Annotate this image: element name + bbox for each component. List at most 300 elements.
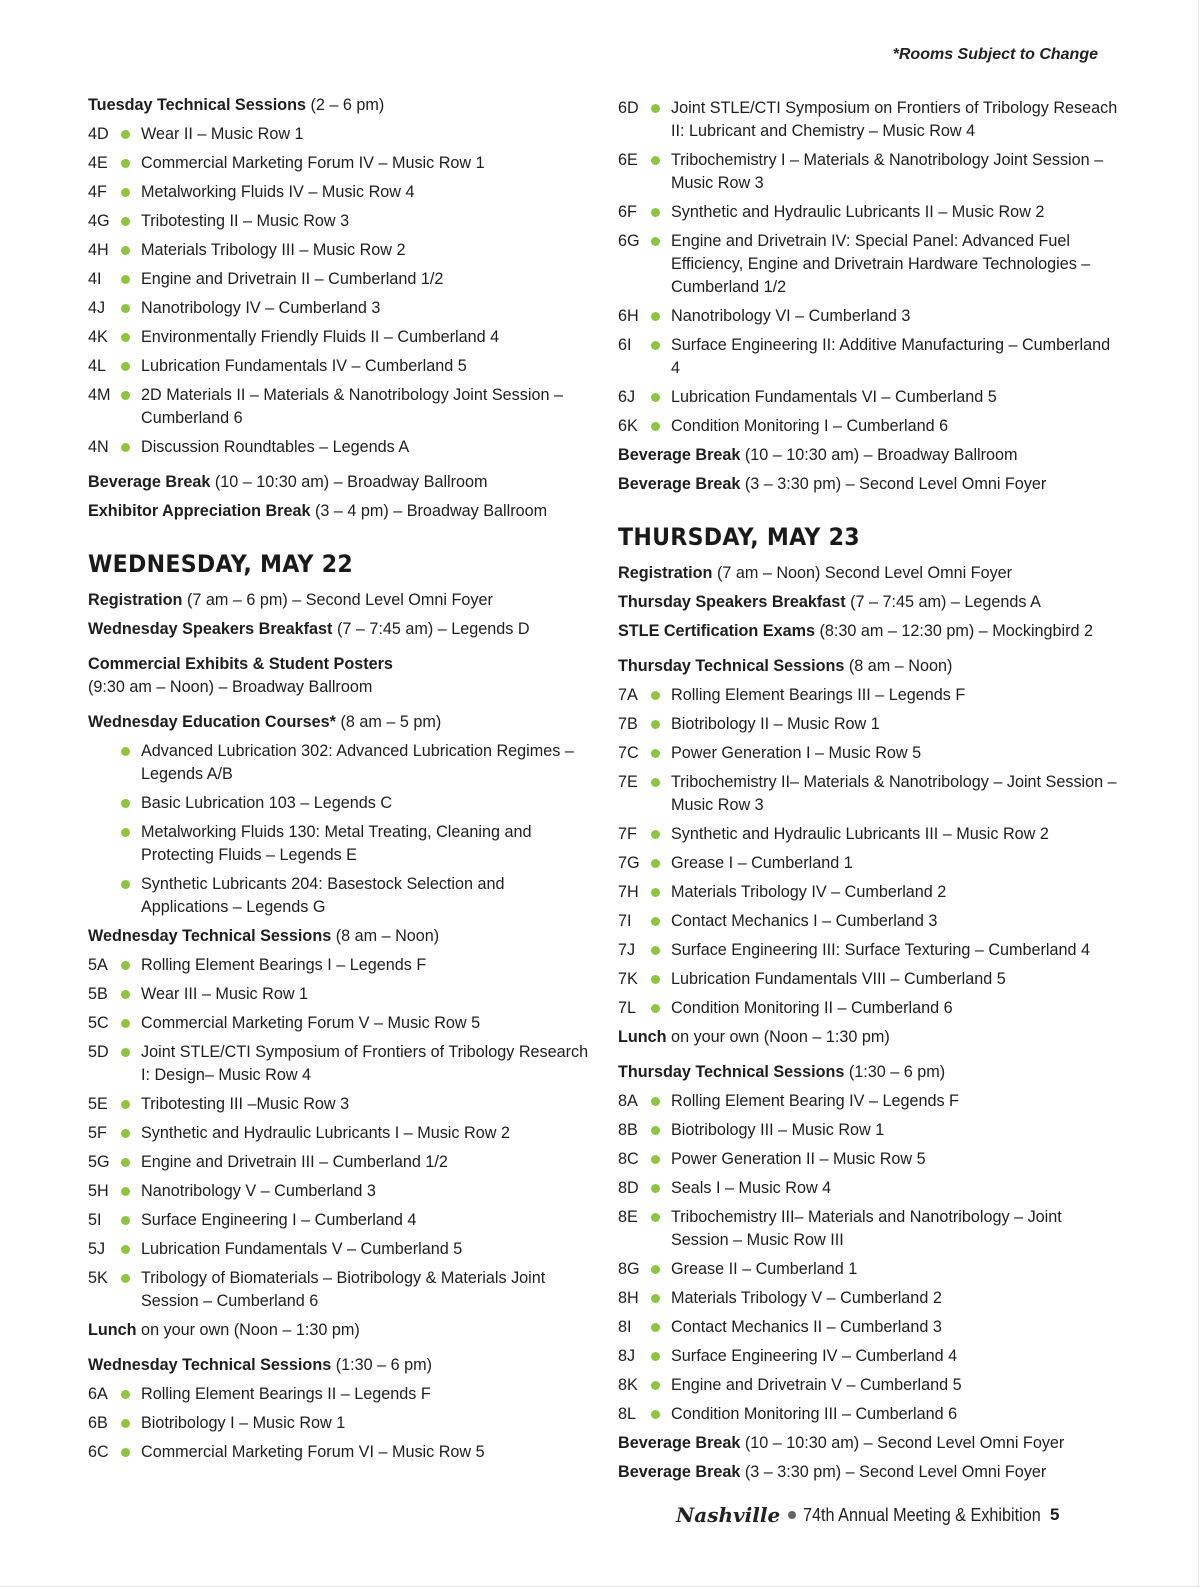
session-code: 6B	[88, 1414, 108, 1432]
bullet-icon	[121, 1019, 130, 1028]
thursday-exams	[618, 620, 1118, 643]
bullet-icon	[651, 975, 660, 984]
session-title: Biotribology II – Music Row 1	[671, 715, 880, 733]
bullet-icon	[651, 1097, 660, 1106]
wednesday-session-list-2a	[88, 1383, 593, 1464]
session-row	[618, 201, 1118, 224]
bullet-icon	[121, 391, 130, 400]
breakfast-detail: (7 – 7:45 am) – Legends A	[845, 593, 1041, 611]
bullet-icon	[651, 104, 660, 113]
session-row	[88, 1267, 593, 1313]
footer-dot-icon	[788, 1511, 796, 1519]
tuesday-break-1	[88, 471, 593, 494]
break-label: Beverage Break	[618, 1434, 741, 1452]
registration-detail: (7 am – 6 pm) – Second Level Omni Foyer	[182, 591, 493, 609]
bullet-icon	[121, 217, 130, 226]
session-title: Condition Monitoring II – Cumberland 6	[671, 999, 953, 1017]
session-code: 5F	[88, 1124, 107, 1142]
breakfast-label: Wednesday Speakers Breakfast	[88, 620, 333, 638]
session-row	[618, 97, 1118, 143]
session-row	[618, 334, 1118, 380]
education-label: Wednesday Education Courses*	[88, 713, 336, 731]
session-code: 6H	[618, 307, 639, 325]
session-code: 8C	[618, 1150, 639, 1168]
bullet-icon	[651, 156, 660, 165]
session-row	[88, 123, 593, 146]
bullet-icon	[121, 443, 130, 452]
course-title: Advanced Lubrication 302: Advanced Lubrication Regimes – Legends A/B	[141, 742, 574, 783]
bullet-icon	[651, 1265, 660, 1274]
session-title: Nanotribology IV – Cumberland 3	[141, 299, 381, 317]
session-code: 7B	[618, 715, 638, 733]
session-row	[88, 1441, 593, 1464]
tuesday-session-list	[88, 123, 593, 459]
session-title: 2D Materials II – Materials & Nanotribology Joint Session – Cumberland 6	[141, 386, 563, 427]
session-code: 7I	[618, 912, 632, 930]
bullet-icon	[121, 1187, 130, 1196]
heading-label: Wednesday Technical Sessions	[88, 1356, 332, 1374]
session-title: Tribology of Biomaterials – Biotribology & Materials Joint Session – Cumberland 6	[141, 1269, 546, 1310]
heading-label: Tuesday Technical Sessions	[88, 96, 307, 114]
session-row	[618, 852, 1118, 875]
heading-time: (1:30 – 6 pm)	[331, 1356, 432, 1374]
session-row	[88, 1209, 593, 1232]
exams-label: STLE Certification Exams	[618, 622, 816, 640]
bullet-icon	[651, 1323, 660, 1332]
session-title: Rolling Element Bearings I – Legends F	[141, 956, 427, 974]
bullet-icon	[651, 422, 660, 431]
session-code: 7E	[618, 773, 638, 791]
session-code: 8I	[618, 1318, 632, 1336]
session-code: 7G	[618, 854, 640, 872]
thursday-session-list-1	[618, 684, 1118, 1020]
heading-label: Wednesday Technical Sessions	[88, 927, 332, 945]
bullet-icon	[121, 1274, 130, 1283]
session-title: Rolling Element Bearings III – Legends F	[671, 686, 966, 704]
session-code: 5K	[88, 1269, 108, 1287]
session-row	[88, 1041, 593, 1087]
break-detail: (3 – 3:30 pm) – Second Level Omni Foyer	[740, 475, 1047, 493]
session-row	[618, 771, 1118, 817]
thursday-break-1	[618, 1432, 1118, 1455]
registration-detail: (7 am – Noon) Second Level Omni Foyer	[712, 564, 1013, 582]
session-row	[618, 1403, 1118, 1426]
session-row	[88, 1093, 593, 1116]
session-code: 5C	[88, 1014, 109, 1032]
session-code: 5H	[88, 1182, 109, 1200]
session-row	[88, 355, 593, 378]
bullet-icon	[121, 1419, 130, 1428]
session-code: 8B	[618, 1121, 638, 1139]
bullet-icon	[121, 333, 130, 342]
bullet-icon	[121, 304, 130, 313]
session-title: Grease I – Cumberland 1	[671, 854, 853, 872]
break-label: Exhibitor Appreciation Break	[88, 502, 311, 520]
session-title: Lubrication Fundamentals IV – Cumberland 5	[141, 357, 467, 375]
bullet-icon	[651, 208, 660, 217]
bullet-icon	[651, 1381, 660, 1390]
session-code: 5I	[88, 1211, 102, 1229]
session-title: Tribochemistry I – Materials & Nanotribology Joint Session – Music Row 3	[671, 151, 1104, 192]
break-label: Beverage Break	[618, 475, 741, 493]
session-title: Power Generation I – Music Row 5	[671, 744, 922, 762]
bullet-icon	[121, 1390, 130, 1399]
session-title: Materials Tribology IV – Cumberland 2	[671, 883, 947, 901]
session-code: 6I	[618, 336, 632, 354]
heading-label: Thursday Technical Sessions	[618, 657, 845, 675]
session-code: 4I	[88, 270, 102, 288]
bullet-icon	[651, 917, 660, 926]
session-code: 7K	[618, 970, 638, 988]
session-row	[618, 1287, 1118, 1310]
session-code: 7H	[618, 883, 639, 901]
session-code: 4N	[88, 438, 109, 456]
session-code: 7F	[618, 825, 637, 843]
session-row	[618, 684, 1118, 707]
bullet-icon	[121, 1048, 130, 1057]
bullet-icon	[651, 341, 660, 350]
session-title: Grease II – Cumberland 1	[671, 1260, 858, 1278]
thursday-tech1-heading	[618, 655, 1118, 678]
bullet-icon	[121, 828, 130, 837]
thursday-registration	[618, 562, 1118, 585]
session-row	[88, 954, 593, 977]
wednesday-session-list-1	[88, 954, 593, 1313]
session-code: 6C	[88, 1443, 109, 1461]
session-title: Engine and Drivetrain III – Cumberland 1/2	[141, 1153, 448, 1171]
footer-event-title: 74th Annual Meeting & Exhibition	[803, 1504, 1041, 1525]
tuesday-tech-heading	[88, 94, 593, 117]
bullet-icon	[121, 1129, 130, 1138]
wednesday-exhibits-detail: (9:30 am – Noon) – Broadway Ballroom	[88, 678, 373, 696]
session-title: Materials Tribology V – Cumberland 2	[671, 1289, 942, 1307]
session-row	[618, 939, 1118, 962]
session-row	[618, 415, 1118, 438]
break-label: Beverage Break	[618, 1463, 741, 1481]
session-code: 4M	[88, 386, 111, 404]
session-row	[618, 997, 1118, 1020]
bullet-icon	[121, 130, 130, 139]
bullet-icon	[121, 961, 130, 970]
bullet-icon	[121, 799, 130, 808]
session-row	[88, 1238, 593, 1261]
footer-city-logo: Nashville	[676, 1503, 781, 1527]
session-title: Engine and Drivetrain IV: Special Panel: Advanced Fuel Efficiency, Engine and Drivetrain Hardware Technologies – Cumberland 1/2	[671, 232, 1091, 296]
session-code: 5J	[88, 1240, 106, 1258]
session-title: Synthetic and Hydraulic Lubricants II – Music Row 2	[671, 203, 1045, 221]
bullet-icon	[651, 720, 660, 729]
session-title: Biotribology III – Music Row 1	[671, 1121, 885, 1139]
bullet-icon	[651, 778, 660, 787]
session-code: 5E	[88, 1095, 108, 1113]
heading-time: (8 am – Noon)	[331, 927, 440, 945]
bullet-icon	[651, 1352, 660, 1361]
session-row	[618, 742, 1118, 765]
session-row	[618, 1258, 1118, 1281]
breakfast-label: Thursday Speakers Breakfast	[618, 593, 846, 611]
session-title: Contact Mechanics I – Cumberland 3	[671, 912, 938, 930]
session-row	[88, 1151, 593, 1174]
session-code: 4J	[88, 299, 106, 317]
wednesday-session-list-2b	[618, 97, 1118, 438]
bullet-icon	[121, 246, 130, 255]
session-code: 8E	[618, 1208, 638, 1226]
session-title: Tribotesting III –Music Row 3	[141, 1095, 350, 1113]
bullet-icon	[651, 1126, 660, 1135]
session-title: Rolling Element Bearing IV – Legends F	[671, 1092, 959, 1110]
wednesday-title: WEDNESDAY, MAY 22	[88, 550, 353, 578]
break-detail: (3 – 3:30 pm) – Second Level Omni Foyer	[740, 1463, 1047, 1481]
bullet-icon	[121, 880, 130, 889]
wednesday-exhibits-label: Commercial Exhibits & Student Posters	[88, 655, 393, 673]
session-code: 6G	[618, 232, 640, 250]
session-code: 4D	[88, 125, 109, 143]
session-code: 6J	[618, 388, 636, 406]
session-row	[618, 1374, 1118, 1397]
lunch-detail: on your own (Noon – 1:30 pm)	[136, 1321, 360, 1339]
session-title: Surface Engineering III: Surface Texturing – Cumberland 4	[671, 941, 1091, 959]
session-title: Tribochemistry III– Materials and Nanotribology – Joint Session – Music Row III	[671, 1208, 1062, 1249]
wednesday-course-list	[88, 740, 593, 919]
session-code: 5B	[88, 985, 108, 1003]
session-row	[88, 1412, 593, 1435]
session-title: Engine and Drivetrain II – Cumberland 1/2	[141, 270, 444, 288]
session-row	[618, 305, 1118, 328]
session-row	[88, 297, 593, 320]
breakfast-detail: (7 – 7:45 am) – Legends D	[332, 620, 530, 638]
session-code: 8A	[618, 1092, 638, 1110]
session-row	[88, 983, 593, 1006]
session-code: 4H	[88, 241, 109, 259]
session-title: Commercial Marketing Forum IV – Music Row 1	[141, 154, 485, 172]
session-code: 5G	[88, 1153, 110, 1171]
session-code: 6F	[618, 203, 637, 221]
bullet-icon	[121, 362, 130, 371]
thursday-session-list-2	[618, 1090, 1118, 1426]
session-title: Surface Engineering I – Cumberland 4	[141, 1211, 417, 1229]
session-row	[618, 910, 1118, 933]
session-row	[618, 1148, 1118, 1171]
session-code: 8H	[618, 1289, 639, 1307]
session-title: Commercial Marketing Forum VI – Music Row 5	[141, 1443, 485, 1461]
session-row	[88, 1012, 593, 1035]
session-row	[618, 386, 1118, 409]
bullet-icon	[121, 1158, 130, 1167]
session-code: 8J	[618, 1347, 636, 1365]
wednesday-break-1	[618, 444, 1118, 467]
bullet-icon	[121, 159, 130, 168]
session-code: 6E	[618, 151, 638, 169]
break-detail: (10 – 10:30 am) – Broadway Ballroom	[740, 446, 1018, 464]
session-row	[88, 1180, 593, 1203]
session-title: Biotribology I – Music Row 1	[141, 1414, 346, 1432]
left-column	[88, 94, 593, 1470]
session-title: Surface Engineering IV – Cumberland 4	[671, 1347, 958, 1365]
session-title: Nanotribology VI – Cumberland 3	[671, 307, 911, 325]
session-code: 4G	[88, 212, 110, 230]
bullet-icon	[651, 946, 660, 955]
session-title: Lubrication Fundamentals V – Cumberland 5	[141, 1240, 463, 1258]
right-column	[618, 97, 1118, 1490]
thursday-title: THURSDAY, MAY 23	[618, 523, 860, 551]
session-row	[88, 1122, 593, 1145]
session-row	[88, 436, 593, 459]
session-code: 8L	[618, 1405, 637, 1423]
course-item	[88, 873, 593, 919]
session-row	[618, 713, 1118, 736]
heading-time: (2 – 6 pm)	[306, 96, 385, 114]
registration-label: Registration	[88, 591, 183, 609]
session-title: Discussion Roundtables – Legends A	[141, 438, 410, 456]
session-title: Lubrication Fundamentals VIII – Cumberland 5	[671, 970, 1006, 988]
education-time: (8 am – 5 pm)	[335, 713, 442, 731]
session-row	[618, 1316, 1118, 1339]
session-title: Joint STLE/CTI Symposium on Frontiers of Tribology Reseach II: Lubricant and Chemistry – Music Row 4	[671, 99, 1118, 140]
session-title: Environmentally Friendly Fluids II – Cumberland 4	[141, 328, 500, 346]
bullet-icon	[121, 275, 130, 284]
session-title: Condition Monitoring I – Cumberland 6	[671, 417, 949, 435]
session-title: Tribochemistry II– Materials & Nanotribology – Joint Session – Music Row 3	[671, 773, 1117, 814]
session-title: Wear II – Music Row 1	[141, 125, 304, 143]
session-row	[88, 326, 593, 349]
session-title: Tribotesting II – Music Row 3	[141, 212, 350, 230]
session-title: Contact Mechanics II – Cumberland 3	[671, 1318, 942, 1336]
session-code: 5D	[88, 1043, 109, 1061]
bullet-icon	[651, 393, 660, 402]
wednesday-breakfast	[88, 618, 593, 641]
heading-time: (8 am – Noon)	[844, 657, 953, 675]
page-number: 5	[1050, 1505, 1060, 1524]
session-title: Synthetic and Hydraulic Lubricants III – Music Row 2	[671, 825, 1049, 843]
session-title: Seals I – Music Row 4	[671, 1179, 832, 1197]
session-title: Wear III – Music Row 1	[141, 985, 309, 1003]
session-row	[88, 268, 593, 291]
session-code: 7A	[618, 686, 638, 704]
session-code: 4F	[88, 183, 107, 201]
session-code: 6A	[88, 1385, 108, 1403]
session-code: 8K	[618, 1376, 638, 1394]
session-title: Joint STLE/CTI Symposium of Frontiers of Tribology Research I: Design– Music Row 4	[141, 1043, 589, 1084]
session-title: Surface Engineering II: Additive Manufacturing – Cumberland 4	[671, 336, 1111, 377]
session-title: Power Generation II – Music Row 5	[671, 1150, 926, 1168]
session-title: Rolling Element Bearings II – Legends F	[141, 1385, 431, 1403]
course-title: Basic Lubrication 103 – Legends C	[141, 794, 393, 812]
thursday-tech2-heading	[618, 1061, 1118, 1084]
bullet-icon	[651, 1155, 660, 1164]
bullet-icon	[651, 859, 660, 868]
session-row	[618, 1119, 1118, 1142]
exams-detail: (8:30 am – 12:30 pm) – Mockingbird 2	[815, 622, 1094, 640]
tuesday-break-2	[88, 500, 593, 523]
session-row	[88, 181, 593, 204]
bullet-icon	[121, 990, 130, 999]
course-item	[88, 792, 593, 815]
session-row	[618, 968, 1118, 991]
break-label: Beverage Break	[618, 446, 741, 464]
bullet-icon	[651, 1213, 660, 1222]
session-code: 8D	[618, 1179, 639, 1197]
session-row	[618, 881, 1118, 904]
session-code: 8G	[618, 1260, 640, 1278]
session-title: Nanotribology V – Cumberland 3	[141, 1182, 376, 1200]
lunch-label: Lunch	[88, 1321, 137, 1339]
session-row	[88, 1383, 593, 1406]
bullet-icon	[651, 749, 660, 758]
bullet-icon	[651, 237, 660, 246]
wednesday-lunch	[88, 1319, 593, 1342]
rooms-notice: *Rooms Subject to Change	[892, 46, 1098, 63]
session-title: Commercial Marketing Forum V – Music Row 5	[141, 1014, 481, 1032]
session-row	[88, 384, 593, 430]
course-title: Metalworking Fluids 130: Metal Treating, Cleaning and Protecting Fluids – Legends E	[141, 823, 532, 864]
registration-label: Registration	[618, 564, 713, 582]
thursday-lunch	[618, 1026, 1118, 1049]
session-row	[618, 823, 1118, 846]
bullet-icon	[651, 888, 660, 897]
bullet-icon	[651, 830, 660, 839]
session-title: Condition Monitoring III – Cumberland 6	[671, 1405, 958, 1423]
wednesday-tech2-heading	[88, 1354, 593, 1377]
footer	[676, 1503, 1067, 1527]
break-detail: (3 – 4 pm) – Broadway Ballroom	[310, 502, 548, 520]
thursday-breakfast	[618, 591, 1118, 614]
session-row	[88, 152, 593, 175]
bullet-icon	[121, 1245, 130, 1254]
session-code: 6K	[618, 417, 638, 435]
session-row	[618, 1177, 1118, 1200]
heading-time: (1:30 – 6 pm)	[844, 1063, 946, 1081]
bullet-icon	[651, 691, 660, 700]
session-title: Synthetic and Hydraulic Lubricants I – Music Row 2	[141, 1124, 510, 1142]
break-detail: (10 – 10:30 am) – Second Level Omni Foyer	[740, 1434, 1065, 1452]
break-detail: (10 – 10:30 am) – Broadway Ballroom	[210, 473, 488, 491]
session-code: 7C	[618, 744, 639, 762]
session-code: 4E	[88, 154, 108, 172]
break-label: Beverage Break	[88, 473, 211, 491]
bullet-icon	[651, 1184, 660, 1193]
wednesday-tech1-heading	[88, 925, 593, 948]
bullet-icon	[651, 1294, 660, 1303]
session-row	[88, 210, 593, 233]
session-title: Engine and Drivetrain V – Cumberland 5	[671, 1376, 962, 1394]
session-code: 6D	[618, 99, 639, 117]
session-title: Materials Tribology III – Music Row 2	[141, 241, 406, 259]
session-row	[618, 149, 1118, 195]
course-title: Synthetic Lubricants 204: Basestock Selection and Applications – Legends G	[141, 875, 505, 916]
lunch-label: Lunch	[618, 1028, 667, 1046]
session-row	[88, 239, 593, 262]
session-row	[618, 1206, 1118, 1252]
session-row	[618, 1090, 1118, 1113]
course-item	[88, 740, 593, 786]
session-row	[618, 1345, 1118, 1368]
wednesday-break-2	[618, 473, 1118, 496]
wednesday-registration	[88, 589, 593, 612]
bullet-icon	[651, 312, 660, 321]
session-row	[618, 230, 1118, 299]
session-title: Metalworking Fluids IV – Music Row 4	[141, 183, 415, 201]
session-code: 4L	[88, 357, 107, 375]
session-code: 7J	[618, 941, 636, 959]
session-code: 4K	[88, 328, 108, 346]
thursday-break-2	[618, 1461, 1118, 1484]
bullet-icon	[651, 1410, 660, 1419]
wednesday-education-heading	[88, 711, 593, 734]
heading-label: Thursday Technical Sessions	[618, 1063, 845, 1081]
bullet-icon	[121, 1448, 130, 1457]
bullet-icon	[121, 1100, 130, 1109]
lunch-detail: on your own (Noon – 1:30 pm)	[666, 1028, 890, 1046]
